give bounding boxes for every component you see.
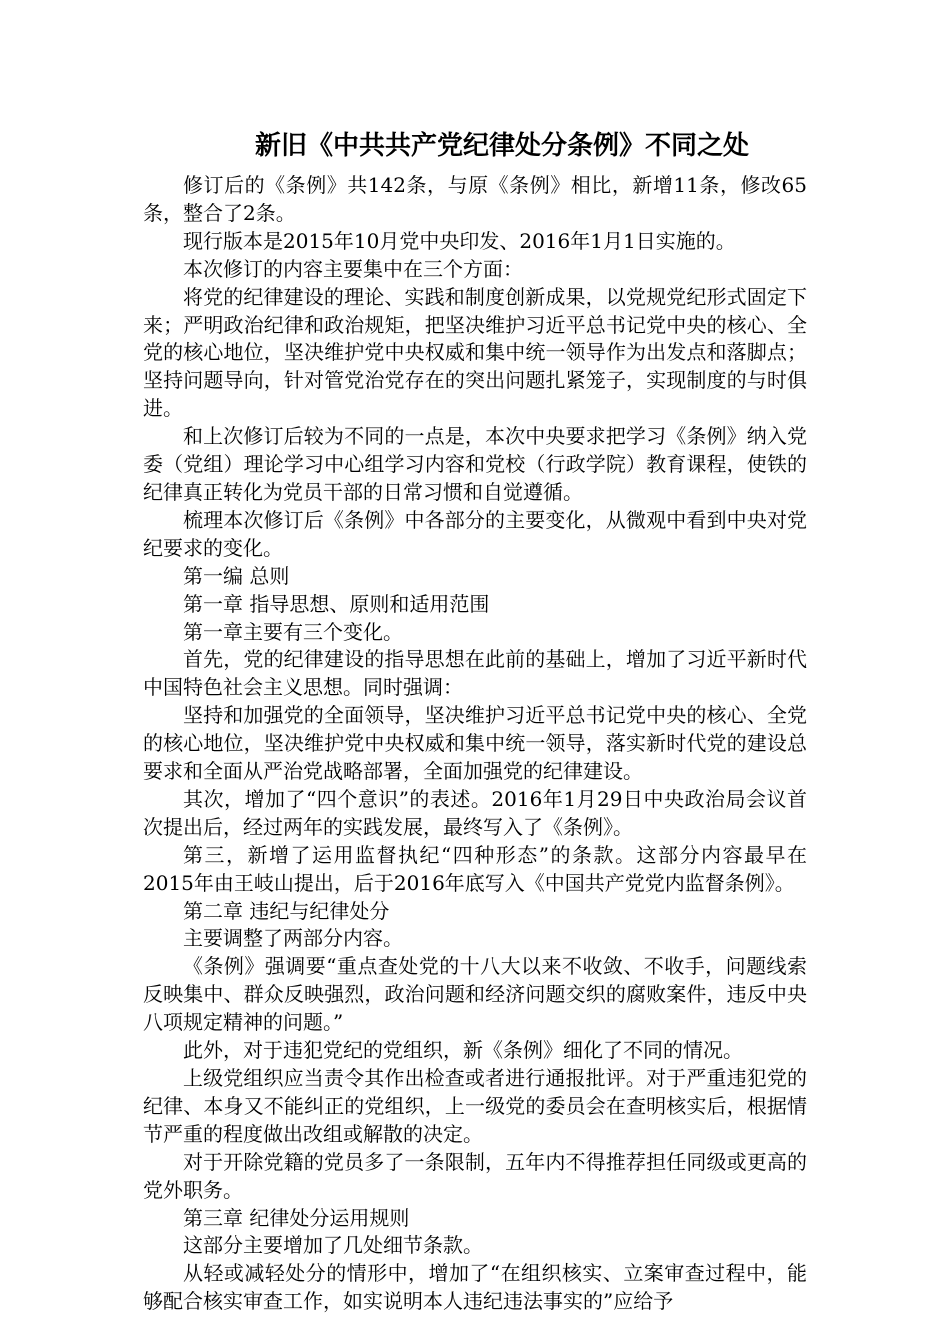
- chapter-heading: 第一章 指导思想、原则和适用范围: [183, 591, 490, 616]
- paragraph: 上级党组织应当责令其作出检查或者进行通报批评。对于严重违犯党的纪律、本身又不能纠正的党组织，上一级党的委员会在查明核实后，根据情节严重的程度做出改组或解散的决定。: [143, 1066, 807, 1146]
- paragraph: 和上次修订后较为不同的一点是，本次中央要求把学习《条例》纳入党委（党组）理论学习中心组学习内容和党校（行政学院）教育课程，使铁的纪律真正转化为党员干部的日常习惯和自觉遵循。: [143, 424, 807, 504]
- paragraph: 其次，增加了“四个意识”的表述。2016年1月29日中央政治局会议首次提出后，经过两年的实践发展，最终写入了《条例》。: [143, 786, 807, 839]
- paragraph: 现行版本是2015年10月党中央印发、2016年1月1日实施的。: [183, 228, 736, 253]
- paragraph: 对于开除党籍的党员多了一条限制，五年内不得推荐担任同级或更高的党外职务。: [143, 1149, 807, 1202]
- paragraph: 梳理本次修订后《条例》中各部分的主要变化，从微观中看到中央对党纪要求的变化。: [143, 507, 807, 560]
- paragraph: 坚持和加强党的全面领导，坚决维护习近平总书记党中央的核心、全党的核心地位，坚决维护党中央权威和集中统一领导，落实新时代党的建设总要求和全面从严治党战略部署，全面加强党的纪律建设。: [143, 703, 807, 784]
- paragraph: 首先，党的纪律建设的指导思想在此前的基础上，增加了习近平新时代中国特色社会主义思想。同时强调：: [143, 647, 807, 700]
- paragraph: 从轻或减轻处分的情形中，增加了“在组织核实、立案审查过程中，能够配合核实审查工作，如实说明本人违纪违法事实的”应给予: [143, 1261, 807, 1314]
- paragraph: 此外，对于违犯党纪的党组织，新《条例》细化了不同的情况。: [183, 1038, 743, 1063]
- paragraph: 第一章主要有三个变化。: [183, 619, 403, 644]
- document-body: [143, 172, 807, 1316]
- chapter-heading: 第三章 纪律处分运用规则: [183, 1205, 410, 1230]
- paragraph: 这部分主要增加了几处细节条款。: [183, 1233, 483, 1258]
- document-title: 新旧《中共共产党纪律处分条例》不同之处: [254, 131, 749, 161]
- paragraph: 主要调整了两部分内容。: [183, 926, 403, 951]
- paragraph: 修订后的《条例》共142条，与原《条例》相比，新增11条，修改65条，整合了2条。: [143, 173, 807, 225]
- chapter-heading: 第二章 违纪与纪律处分: [183, 898, 390, 923]
- paragraph: 将党的纪律建设的理论、实践和制度创新成果，以党规党纪形式固定下来；严明政治纪律和政治规矩，把坚决维护习近平总书记党中央的核心、全党的核心地位，坚决维护党中央权威和集中统一领导作为出发点和落脚点；坚持问题导向，针对管党治党存在的突出问题扎紧笼子，实现制度的与时俱进。: [143, 284, 807, 421]
- paragraph: 第三，新增了运用监督执纪“四种形态”的条款。这部分内容最早在2015年由王岐山提出，后于2016年底写入《中国共产党党内监督条例》。: [143, 842, 807, 895]
- paragraph: 本次修订的内容主要集中在三个方面：: [183, 256, 523, 281]
- section-heading: 第一编 总则: [183, 563, 290, 588]
- paragraph: 《条例》强调要“重点查处党的十八大以来不收敛、不收手，问题线索反映集中、群众反映强烈，政治问题和经济问题交织的腐败案件，违反中央八项规定精神的问题。”: [143, 954, 807, 1035]
